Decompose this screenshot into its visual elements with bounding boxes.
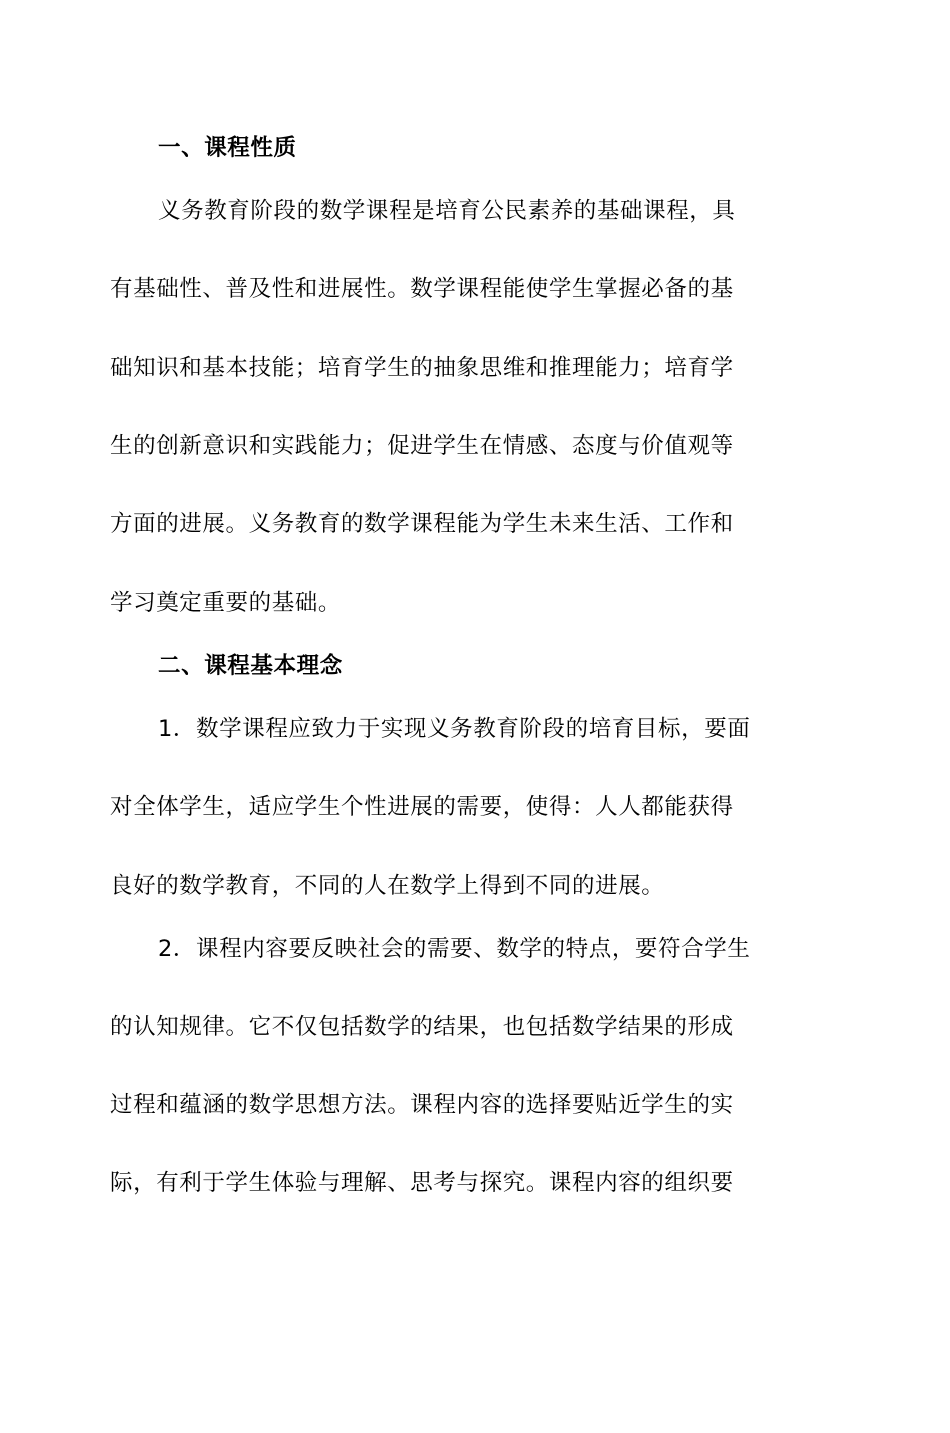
paragraph-line: 的认知规律。它不仅包括数学的结果，也包括数学结果的形成 bbox=[110, 1014, 734, 1040]
paragraph-line: 义务教育阶段的数学课程是培育公民素养的基础课程，具 bbox=[158, 198, 736, 224]
paragraph-line: 对全体学生，适应学生个性进展的需要，使得：人人都能获得 bbox=[110, 794, 734, 820]
paragraph-line: 2．课程内容要反映社会的需要、数学的特点，要符合学生 bbox=[158, 936, 751, 962]
paragraph-line: 1．数学课程应致力于实现义务教育阶段的培育目标，要面 bbox=[158, 716, 751, 742]
paragraph-line: 学习奠定重要的基础。 bbox=[110, 590, 342, 616]
paragraph-line: 良好的数学教育，不同的人在数学上得到不同的进展。 bbox=[110, 873, 665, 899]
paragraph-line: 过程和蕴涵的数学思想方法。课程内容的选择要贴近学生的实 bbox=[110, 1092, 734, 1118]
paragraph-line: 生的创新意识和实践能力；促进学生在情感、态度与价值观等 bbox=[110, 433, 734, 459]
paragraph-line: 际，有利于学生体验与理解、思考与探究。课程内容的组织要 bbox=[110, 1170, 734, 1196]
section-heading-basic-concepts: 二、课程基本理念 bbox=[158, 653, 343, 679]
section-heading-course-nature: 一、课程性质 bbox=[158, 135, 297, 161]
paragraph-line: 有基础性、普及性和进展性。数学课程能使学生掌握必备的基 bbox=[110, 276, 734, 302]
paragraph-line: 方面的进展。义务教育的数学课程能为学生未来生活、工作和 bbox=[110, 511, 734, 537]
paragraph-line: 础知识和基本技能；培育学生的抽象思维和推理能力；培育学 bbox=[110, 355, 734, 381]
